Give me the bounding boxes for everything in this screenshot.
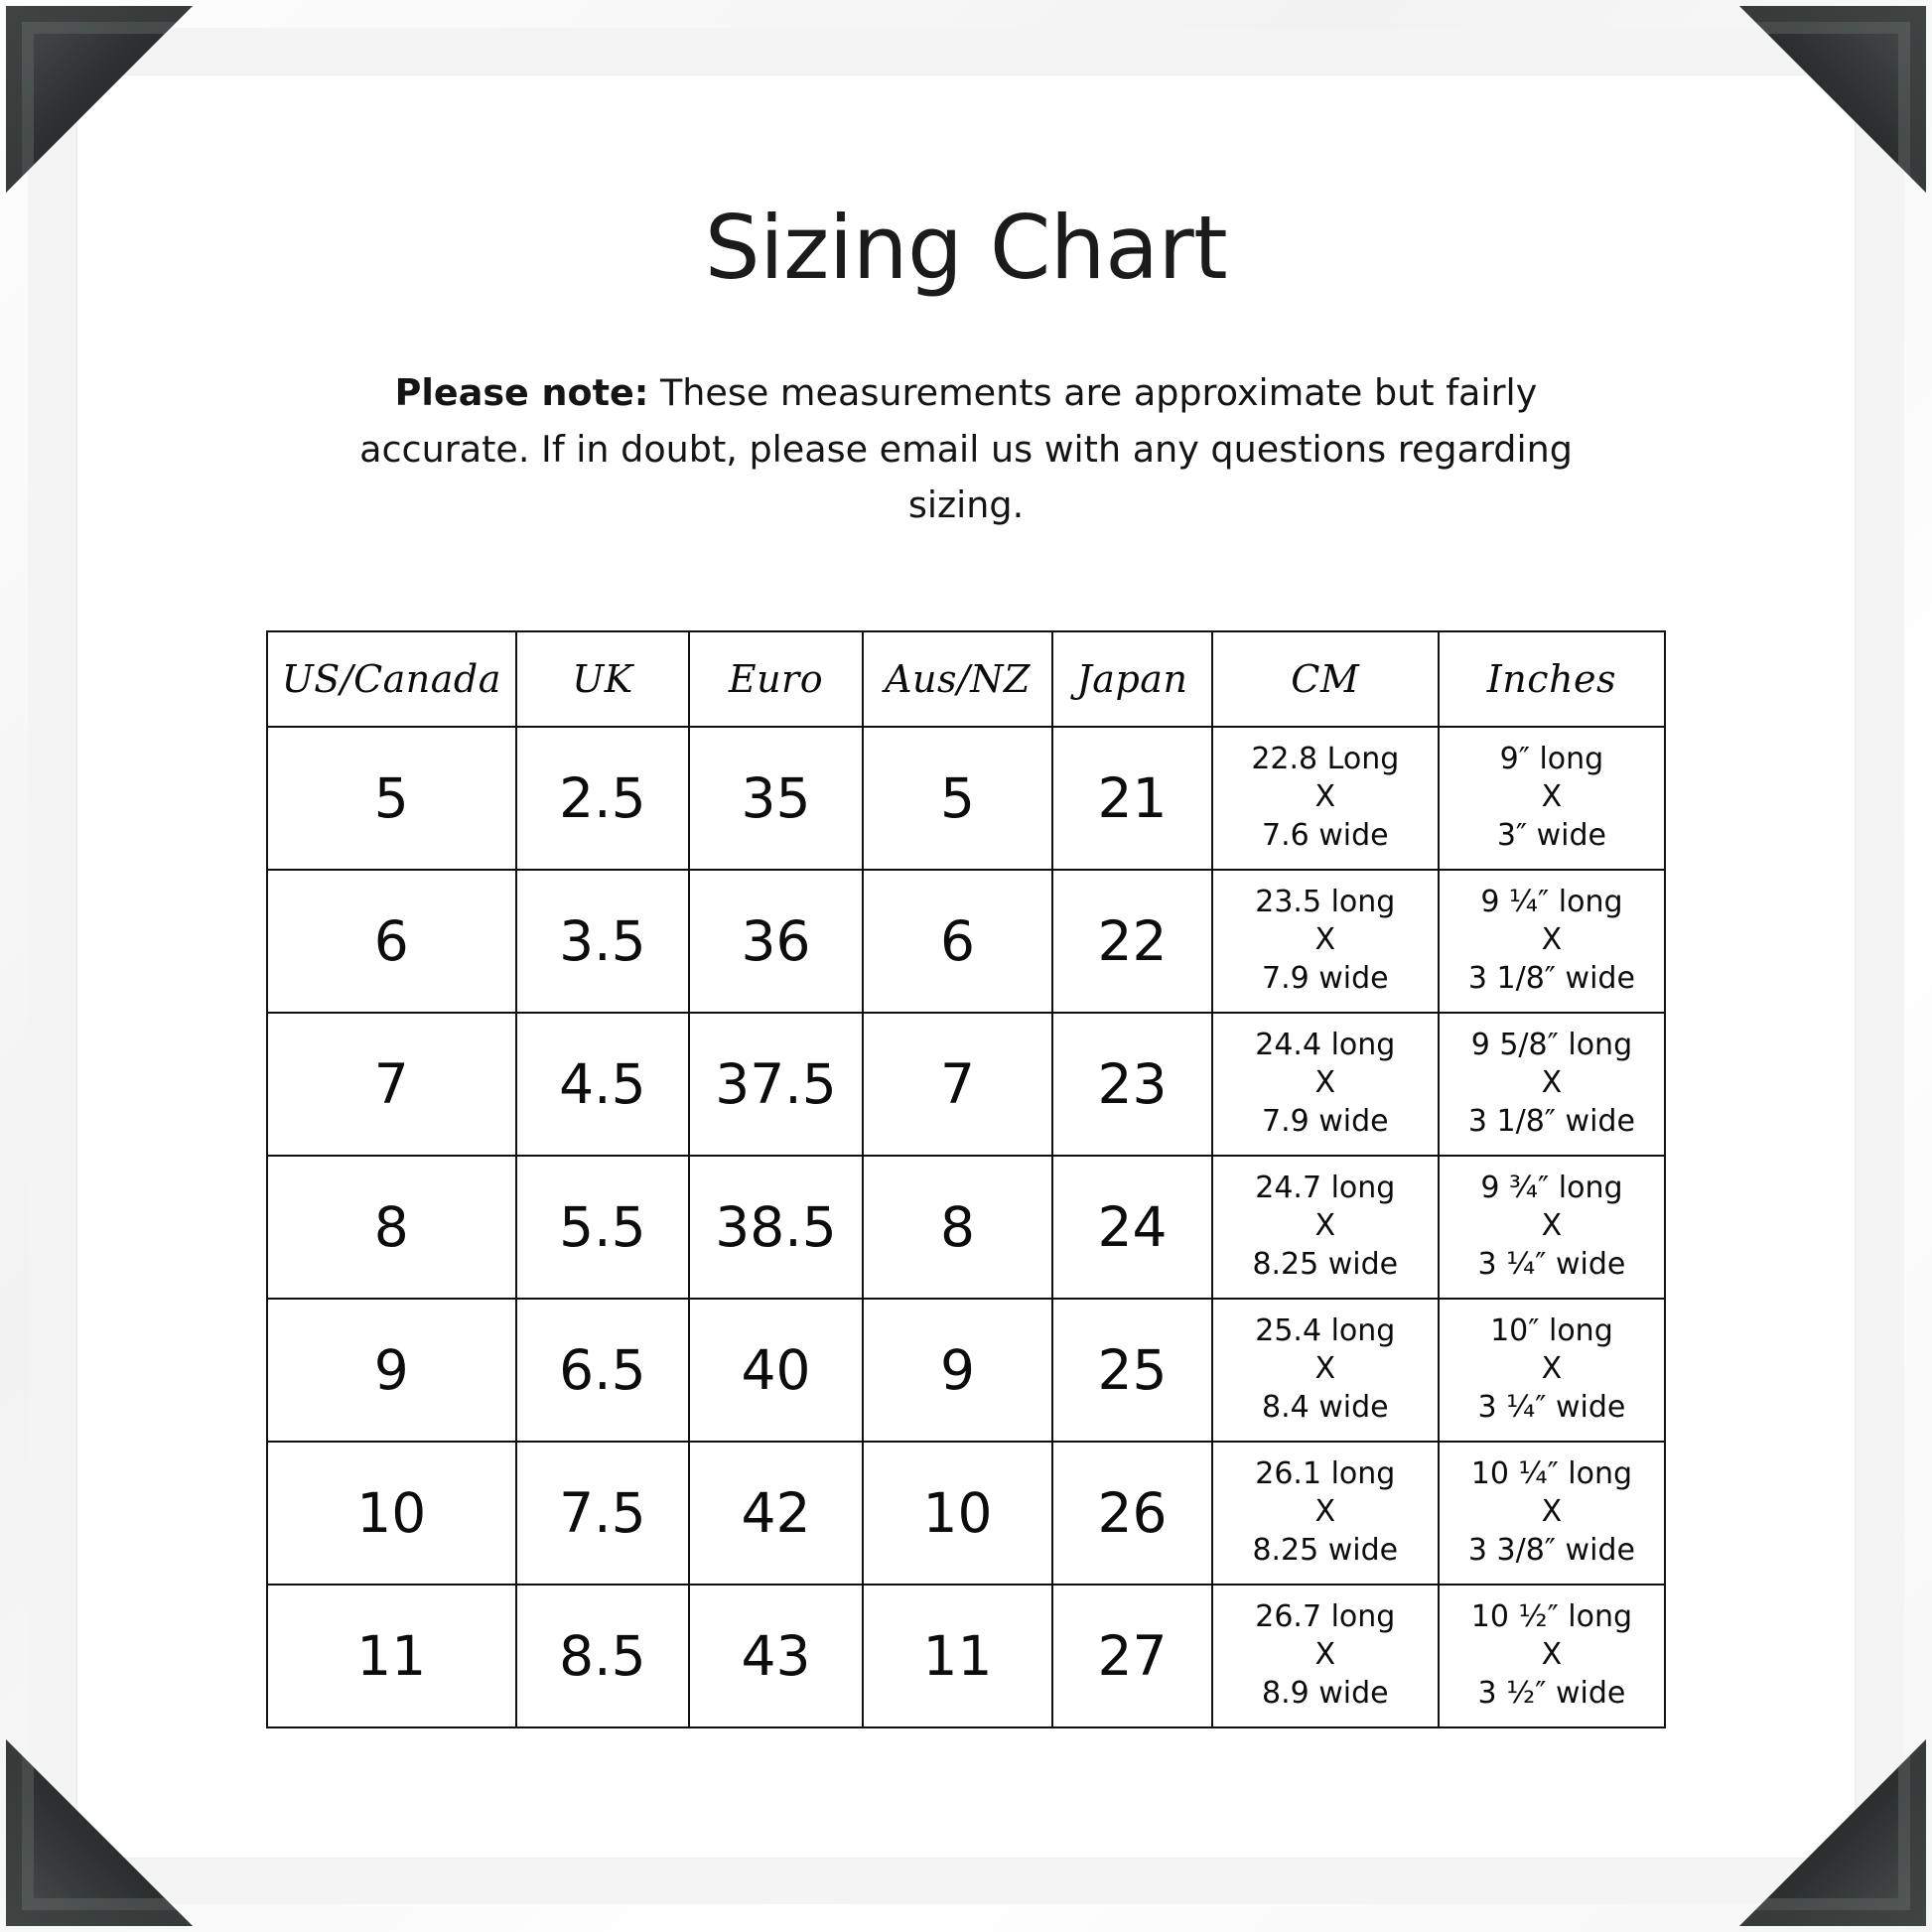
table-row [267,870,1665,1013]
table-row [267,727,1665,870]
cell-us: 10 [267,1442,516,1585]
cell-euro: 40 [689,1299,863,1442]
please-note-label: Please note: [394,371,649,414]
please-note-text [306,365,1626,534]
cm-width: 8.25 wide [1252,1246,1399,1282]
cell-aus: 8 [863,1156,1052,1299]
cm-separator: X [1314,1637,1336,1673]
inches-separator: X [1541,1208,1563,1244]
sizing-table-wrapper [266,630,1666,1728]
cell-japan: 26 [1052,1442,1212,1585]
cell-uk: 2.5 [516,727,690,870]
inches-separator: X [1541,1494,1563,1530]
cm-separator: X [1314,1065,1336,1101]
cell-us: 6 [267,870,516,1013]
cell-inches [1439,1585,1665,1727]
cell-aus: 11 [863,1585,1052,1727]
cell-aus: 9 [863,1299,1052,1442]
inches-width: 3″ wide [1496,817,1607,853]
inches-width: 3 3/8″ wide [1467,1532,1635,1568]
cell-us: 8 [267,1156,516,1299]
inches-length: 9 ¼″ long [1480,885,1623,920]
cell-japan: 22 [1052,870,1212,1013]
cell-japan: 27 [1052,1585,1212,1727]
cell-inches [1439,1156,1665,1299]
inches-separator: X [1541,922,1563,958]
cell-japan: 25 [1052,1299,1212,1442]
cell-aus: 10 [863,1442,1052,1585]
cell-aus: 5 [863,727,1052,870]
cell-euro: 43 [689,1585,863,1727]
cell-cm [1212,1442,1439,1585]
cell-euro: 35 [689,727,863,870]
inches-separator: X [1541,779,1563,815]
column-header-euro: Euro [689,631,863,727]
table-row [267,1442,1665,1585]
document-content [77,75,1855,1858]
inches-width: 3 1/8″ wide [1467,1103,1635,1139]
cell-cm [1212,1299,1439,1442]
cell-japan: 24 [1052,1156,1212,1299]
inches-length: 9″ long [1499,742,1604,777]
cell-uk: 4.5 [516,1013,690,1156]
cell-uk: 8.5 [516,1585,690,1727]
cell-cm [1212,1585,1439,1727]
cell-aus: 6 [863,870,1052,1013]
cm-length: 22.8 Long [1251,742,1400,777]
cm-separator: X [1314,779,1336,815]
cell-us: 11 [267,1585,516,1727]
cm-length: 25.4 long [1255,1313,1396,1349]
inches-width: 3 ¼″ wide [1477,1246,1626,1282]
inches-length: 10″ long [1490,1313,1613,1349]
inches-length: 10 ½″ long [1470,1599,1633,1635]
cell-japan: 21 [1052,727,1212,870]
column-header-uk: UK [516,631,690,727]
inches-length: 9 5/8″ long [1470,1028,1633,1063]
cm-separator: X [1314,1208,1336,1244]
cell-uk: 7.5 [516,1442,690,1585]
cell-inches [1439,1013,1665,1156]
please-note-body: These measurements are approximate but fairly accurate. If in doubt, please email us with any questions regarding sizing. [359,371,1573,527]
cm-separator: X [1314,922,1336,958]
cm-separator: X [1314,1494,1336,1530]
cell-us: 7 [267,1013,516,1156]
cm-width: 8.25 wide [1252,1532,1399,1568]
inches-width: 3 ¼″ wide [1477,1389,1626,1425]
cell-euro: 42 [689,1442,863,1585]
cell-aus: 7 [863,1013,1052,1156]
cm-width: 8.4 wide [1261,1389,1389,1425]
table-row [267,1299,1665,1442]
inches-width: 3 1/8″ wide [1467,960,1635,996]
column-header-aus-nz: Aus/NZ [863,631,1052,727]
cell-cm [1212,1013,1439,1156]
table-row [267,1013,1665,1156]
cm-width: 7.6 wide [1261,817,1389,853]
cm-width: 7.9 wide [1261,960,1389,996]
cell-euro: 38.5 [689,1156,863,1299]
cm-separator: X [1314,1351,1336,1387]
cell-japan: 23 [1052,1013,1212,1156]
column-header-inches: Inches [1439,631,1665,727]
cm-width: 7.9 wide [1261,1103,1389,1139]
cell-inches [1439,1299,1665,1442]
cell-inches [1439,1442,1665,1585]
cell-cm [1212,870,1439,1013]
cell-inches [1439,870,1665,1013]
table-row [267,1156,1665,1299]
cell-uk: 3.5 [516,870,690,1013]
column-header-japan: Japan [1052,631,1212,727]
cm-length: 24.4 long [1255,1028,1396,1063]
cell-inches [1439,727,1665,870]
cell-us: 5 [267,727,516,870]
cm-length: 26.1 long [1255,1456,1396,1492]
inches-length: 9 ¾″ long [1480,1171,1623,1206]
inches-width: 3 ½″ wide [1477,1675,1626,1711]
cm-length: 23.5 long [1255,885,1396,920]
column-header-cm: CM [1212,631,1439,727]
inches-separator: X [1541,1351,1563,1387]
inches-separator: X [1541,1637,1563,1673]
cm-length: 24.7 long [1255,1171,1396,1206]
cell-euro: 37.5 [689,1013,863,1156]
page-title: Sizing Chart [704,197,1228,299]
cell-uk: 6.5 [516,1299,690,1442]
inches-length: 10 ¼″ long [1470,1456,1633,1492]
cell-uk: 5.5 [516,1156,690,1299]
table-row [267,1585,1665,1727]
sizing-table [266,630,1666,1728]
cm-length: 26.7 long [1255,1599,1396,1635]
cell-cm [1212,727,1439,870]
inches-separator: X [1541,1065,1563,1101]
cell-euro: 36 [689,870,863,1013]
cm-width: 8.9 wide [1261,1675,1389,1711]
cell-cm [1212,1156,1439,1299]
table-header-row [267,631,1665,727]
column-header-us-canada: US/Canada [267,631,516,727]
cell-us: 9 [267,1299,516,1442]
